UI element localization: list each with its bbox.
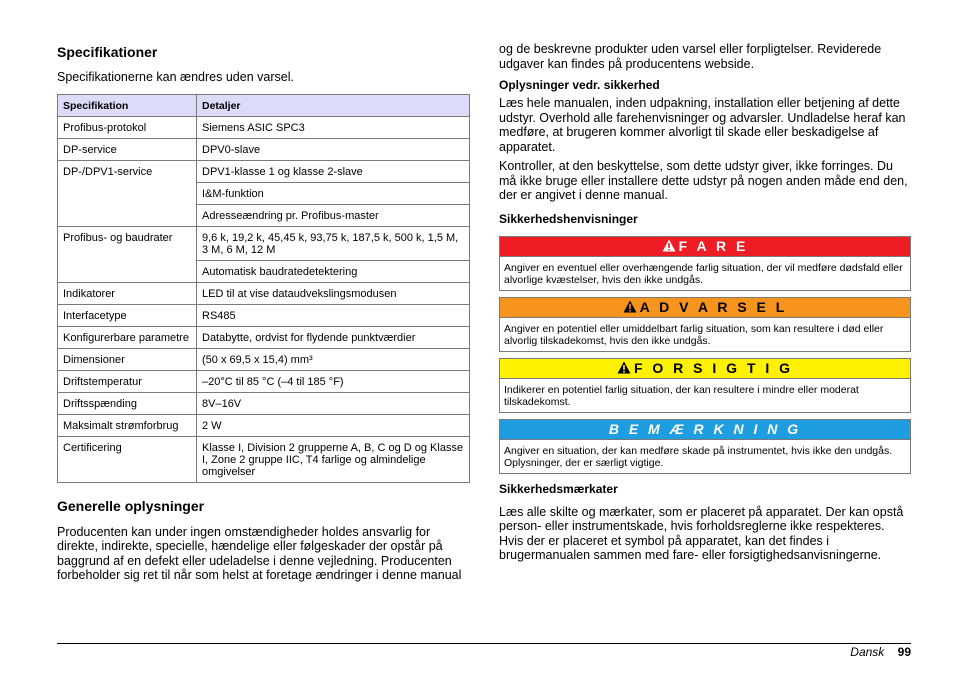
table-cell-spec: DP-/DPV1-service: [58, 160, 197, 226]
table-header-spec: Specifikation: [58, 94, 197, 116]
hazard-box: [499, 297, 911, 352]
table-row: [58, 160, 470, 182]
hazard-box: [499, 358, 911, 413]
footer-divider: [57, 643, 911, 644]
footer: [850, 645, 911, 659]
table-cell-spec: Dimensioner: [58, 348, 197, 370]
table-row: [58, 414, 470, 436]
warning-triangle-icon: [623, 300, 637, 313]
table-cell-spec: Maksimalt strømforbrug: [58, 414, 197, 436]
table-cell-spec: Interfacetype: [58, 304, 197, 326]
table-header-details: Detaljer: [197, 94, 470, 116]
table-cell-spec: Driftstemperatur: [58, 370, 197, 392]
hazard-box-header: [500, 420, 910, 440]
table-row: [58, 348, 470, 370]
hazard-box-header: [500, 298, 910, 318]
table-cell-details: RS485: [197, 304, 470, 326]
hazard-box-text: Indikerer en potentiel farlig situation, der kan resultere i mindre eller moderat tilskadekomst.: [504, 383, 859, 408]
warning-triangle-icon: [662, 239, 676, 252]
table-cell-details: DPV0-slave: [197, 138, 470, 160]
table-cell-spec: Profibus-protokol: [58, 116, 197, 138]
spec-note: Specifikationerne kan ændres uden varsel.: [57, 70, 294, 84]
table-cell-details: (50 x 69,5 x 15,4) mm³: [197, 348, 470, 370]
safety-paragraph-1: Læs hele manualen, inden udpakning, installation eller betjening af dette udstyr. Overhold alle farehenvisninger og advarsler. Undladelse heraf kan medføre, at brugeren kommer alvorligt til skade eller beskadigelse af apparatet.: [499, 96, 906, 154]
table-row: [58, 370, 470, 392]
table-cell-details: Automatisk baudratedetektering: [197, 260, 470, 282]
footer-language: Dansk: [850, 645, 885, 659]
hazard-box-text: Angiver en situation, der kan medføre skade på instrumentet, hvis ikke den undgås. Oplysninger, der er særligt vigtige.: [504, 444, 893, 469]
table-cell-details: LED til at vise dataudvekslingsmodusen: [197, 282, 470, 304]
spec-heading: Specifikationer: [57, 44, 158, 60]
hazard-box-header: [500, 237, 910, 257]
hazard-box: [499, 236, 911, 291]
table-row: [58, 226, 470, 260]
table-row: [58, 282, 470, 304]
table-cell-details: Klasse I, Division 2 grupperne A, B, C og D og Klasse I, Zone 2 gruppe IIC, T4 farlige og almindelige omgivelser: [197, 436, 470, 482]
labels-heading: Sikkerhedsmærkater: [499, 481, 618, 496]
hazard-box-title: F A R E: [678, 237, 749, 254]
continued-text: og de beskrevne produkter uden varsel eller forpligtelser. Reviderede udgaver kan findes på producentens webside.: [499, 42, 882, 71]
table-cell-details: 9,6 k, 19,2 k, 45,45 k, 93,75 k, 187,5 k, 500 k, 1,5 M, 3 M, 6 M, 12 M: [197, 226, 470, 260]
spec-table: [57, 94, 470, 483]
table-cell-spec: Konfigurerbare parametre: [58, 326, 197, 348]
hazard-box-header: [500, 359, 910, 379]
table-cell-details: Siemens ASIC SPC3: [197, 116, 470, 138]
table-cell-details: 2 W: [197, 414, 470, 436]
safety-heading: Oplysninger vedr. sikkerhed: [499, 78, 660, 92]
table-cell-details: Databytte, ordvist for flydende punktværdier: [197, 326, 470, 348]
table-cell-spec: Driftsspænding: [58, 392, 197, 414]
table-row: [58, 304, 470, 326]
table-cell-details: –20°C til 85 °C (–4 til 185 °F): [197, 370, 470, 392]
hazard-box: [499, 419, 911, 474]
table-cell-details: I&M-funktion: [197, 182, 470, 204]
general-text: Producenten kan under ingen omstændigheder holdes ansvarlig for direkte, indirekte, specielle, hændelige eller følgeskader der opstår på baggrund af en defekt eller udeladelse i denne vejledning. Producenten forbeholder sig ret til når som helst at foretage ændringer i denne manual: [57, 524, 462, 582]
table-row: [58, 138, 470, 160]
hazard-box-text: Angiver en potentiel eller umiddelbart farlig situation, som kan resultere i død eller alvorlig tilskadekomst, hvis den ikke undgås.: [504, 322, 884, 347]
hazard-box-title: A D V A R S E L: [639, 298, 788, 315]
left-column: [57, 40, 470, 583]
table-cell-spec: Certificering: [58, 436, 197, 482]
table-header-row: [58, 94, 470, 116]
table-cell-spec: Profibus- og baudrater: [58, 226, 197, 282]
table-row: [58, 116, 470, 138]
general-heading: Generelle oplysninger: [57, 497, 205, 514]
warning-triangle-icon: [617, 361, 631, 374]
hazard-boxes: [499, 236, 911, 474]
table-cell-details: Adresseændring pr. Profibus-master: [197, 204, 470, 226]
table-row: [58, 436, 470, 482]
hazard-heading: Sikkerhedshenvisninger: [499, 211, 638, 226]
labels-text: Læs alle skilte og mærkater, som er placeret på apparatet. Der kan opstå person- eller instrumentskade, hvis forholdsreglerne ikke respekteres. Hvis der er placeret et symbol på apparatet, kan det findes i brugermanualen sammen med fare- eller forsigtighedsanvisningerne.: [499, 504, 904, 562]
hazard-box-title: F O R S I G T I G: [633, 359, 794, 376]
table-row: [58, 392, 470, 414]
right-column: [499, 40, 911, 563]
table-cell-details: DPV1-klasse 1 og klasse 2-slave: [197, 160, 470, 182]
spec-table-body: [58, 116, 470, 482]
page-number: 99: [897, 645, 911, 659]
table-cell-spec: DP-service: [58, 138, 197, 160]
hazard-box-title: B E M Æ R K N I N G: [608, 420, 802, 437]
hazard-box-text: Angiver en eventuel eller overhængende farlig situation, der vil medføre dødsfald eller alvorlige kvæstelser, hvis den ikke undgås.: [504, 261, 903, 286]
table-cell-spec: Indikatorer: [58, 282, 197, 304]
safety-paragraph-2: Kontroller, at den beskyttelse, som dette udstyr giver, ikke forringes. Du må ikke bruge eller installere dette udstyr på nogen anden måde end den, der er angivet i denne manual.: [499, 159, 908, 202]
table-row: [58, 326, 470, 348]
table-cell-details: 8V–16V: [197, 392, 470, 414]
